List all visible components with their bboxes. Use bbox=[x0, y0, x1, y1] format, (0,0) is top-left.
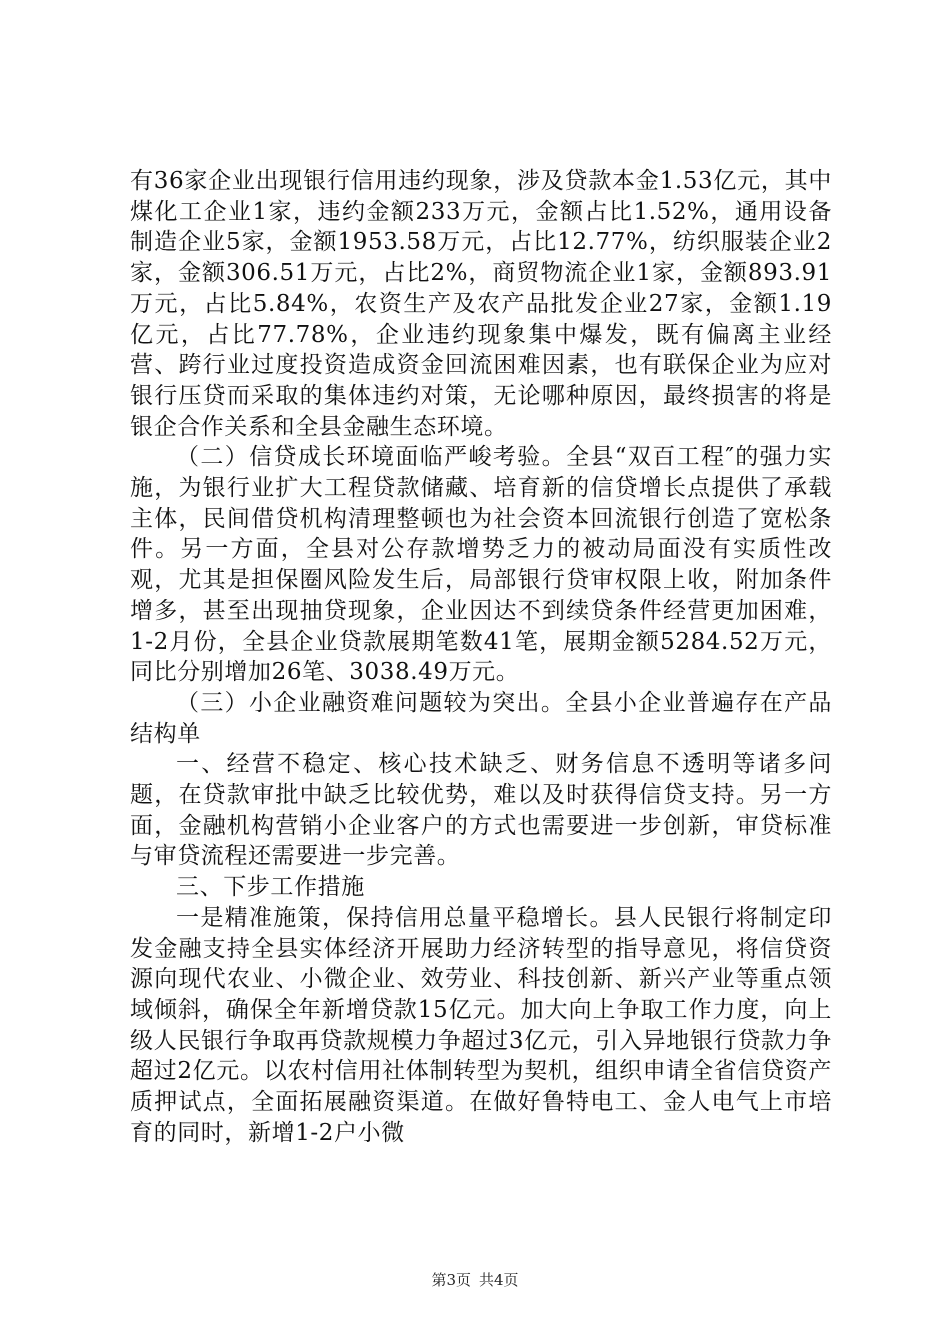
paragraph-precise-policy: 一是精准施策，保持信用总量平稳增长。县人民银行将制定印发金融支持全县实体经济开展助力经济转型的指导意见，将信贷资源向现代农业、小微企业、效劳业、科技创新、新兴产业等重点领域倾斜，确保全年新增贷款15亿元。加大向上争取工作力度，向上级人民银行争取再贷款规模力争超过3亿元，引入异地银行贷款力争超过2亿元。以农村信用社体制转型为契机，组织申请全省信贷资产质押试点，全面拓展融资渠道。在做好鲁特电工、金人电气上市培育的同时，新增1-2户小微 bbox=[130, 904, 832, 1146]
paragraph-operation-instability: 一、经营不稳定、核心技术缺乏、财务信息不透明等诸多问题，在贷款审批中缺乏比较优势，难以及时获得信贷支持。另一方面，金融机构营销小企业客户的方式也需要进一步创新，审贷标准与审贷流程还需要进一步完善。 bbox=[130, 751, 832, 870]
page-number-current: 第3页 bbox=[431, 1271, 471, 1289]
paragraph-credit-environment: （二）信贷成长环境面临严峻考验。全县“双百工程″的强力实施，为银行业扩大工程贷款储藏、培育新的信贷增长点提供了承载主体，民间借贷机构清理整顿也为社会资本回流银行创造了宽松条件。另一方面，全县对公存款增势乏力的被动局面没有实质性改观，尤其是担保圈风险发生后，局部银行贷审权限上收，附加条件增多，甚至出现抽贷现象，企业因达不到续贷条件经营更加困难，1-2月份，全县企业贷款展期笔数41笔，展期金额5284.52万元，同比分别增加26笔、3038.49万元。 bbox=[130, 444, 832, 686]
page-footer bbox=[0, 1269, 950, 1290]
document-body bbox=[130, 166, 832, 1149]
section-heading-next-steps: 三、下步工作措施 bbox=[176, 874, 365, 901]
page-number-total: 共4页 bbox=[479, 1271, 519, 1289]
paragraph-credit-default: 有36家企业出现银行信用违约现象，涉及贷款本金1.53亿元，其中煤化工企业1家，违约金额233万元，金额占比1.52%，通用设备制造企业5家，金额1953.58万元，占比12.77%，纺织服装企业2家，金额306.51万元，占比2%，商贸物流企业1家，金额893.91万元，占比5.84%，农资生产及农产品批发企业27家，金额1.19亿元，占比77.78%，企业违约现象集中爆发，既有偏离主业经营、跨行业过度投资造成资金回流困难因素，也有联保企业为应对银行压贷而采取的集体违约对策，无论哪种原因，最终损害的将是银企合作关系和全县金融生态环境。 bbox=[130, 168, 832, 440]
paragraph-small-business-financing: （三）小企业融资难问题较为突出。全县小企业普遍存在产品结构单 bbox=[130, 689, 832, 747]
